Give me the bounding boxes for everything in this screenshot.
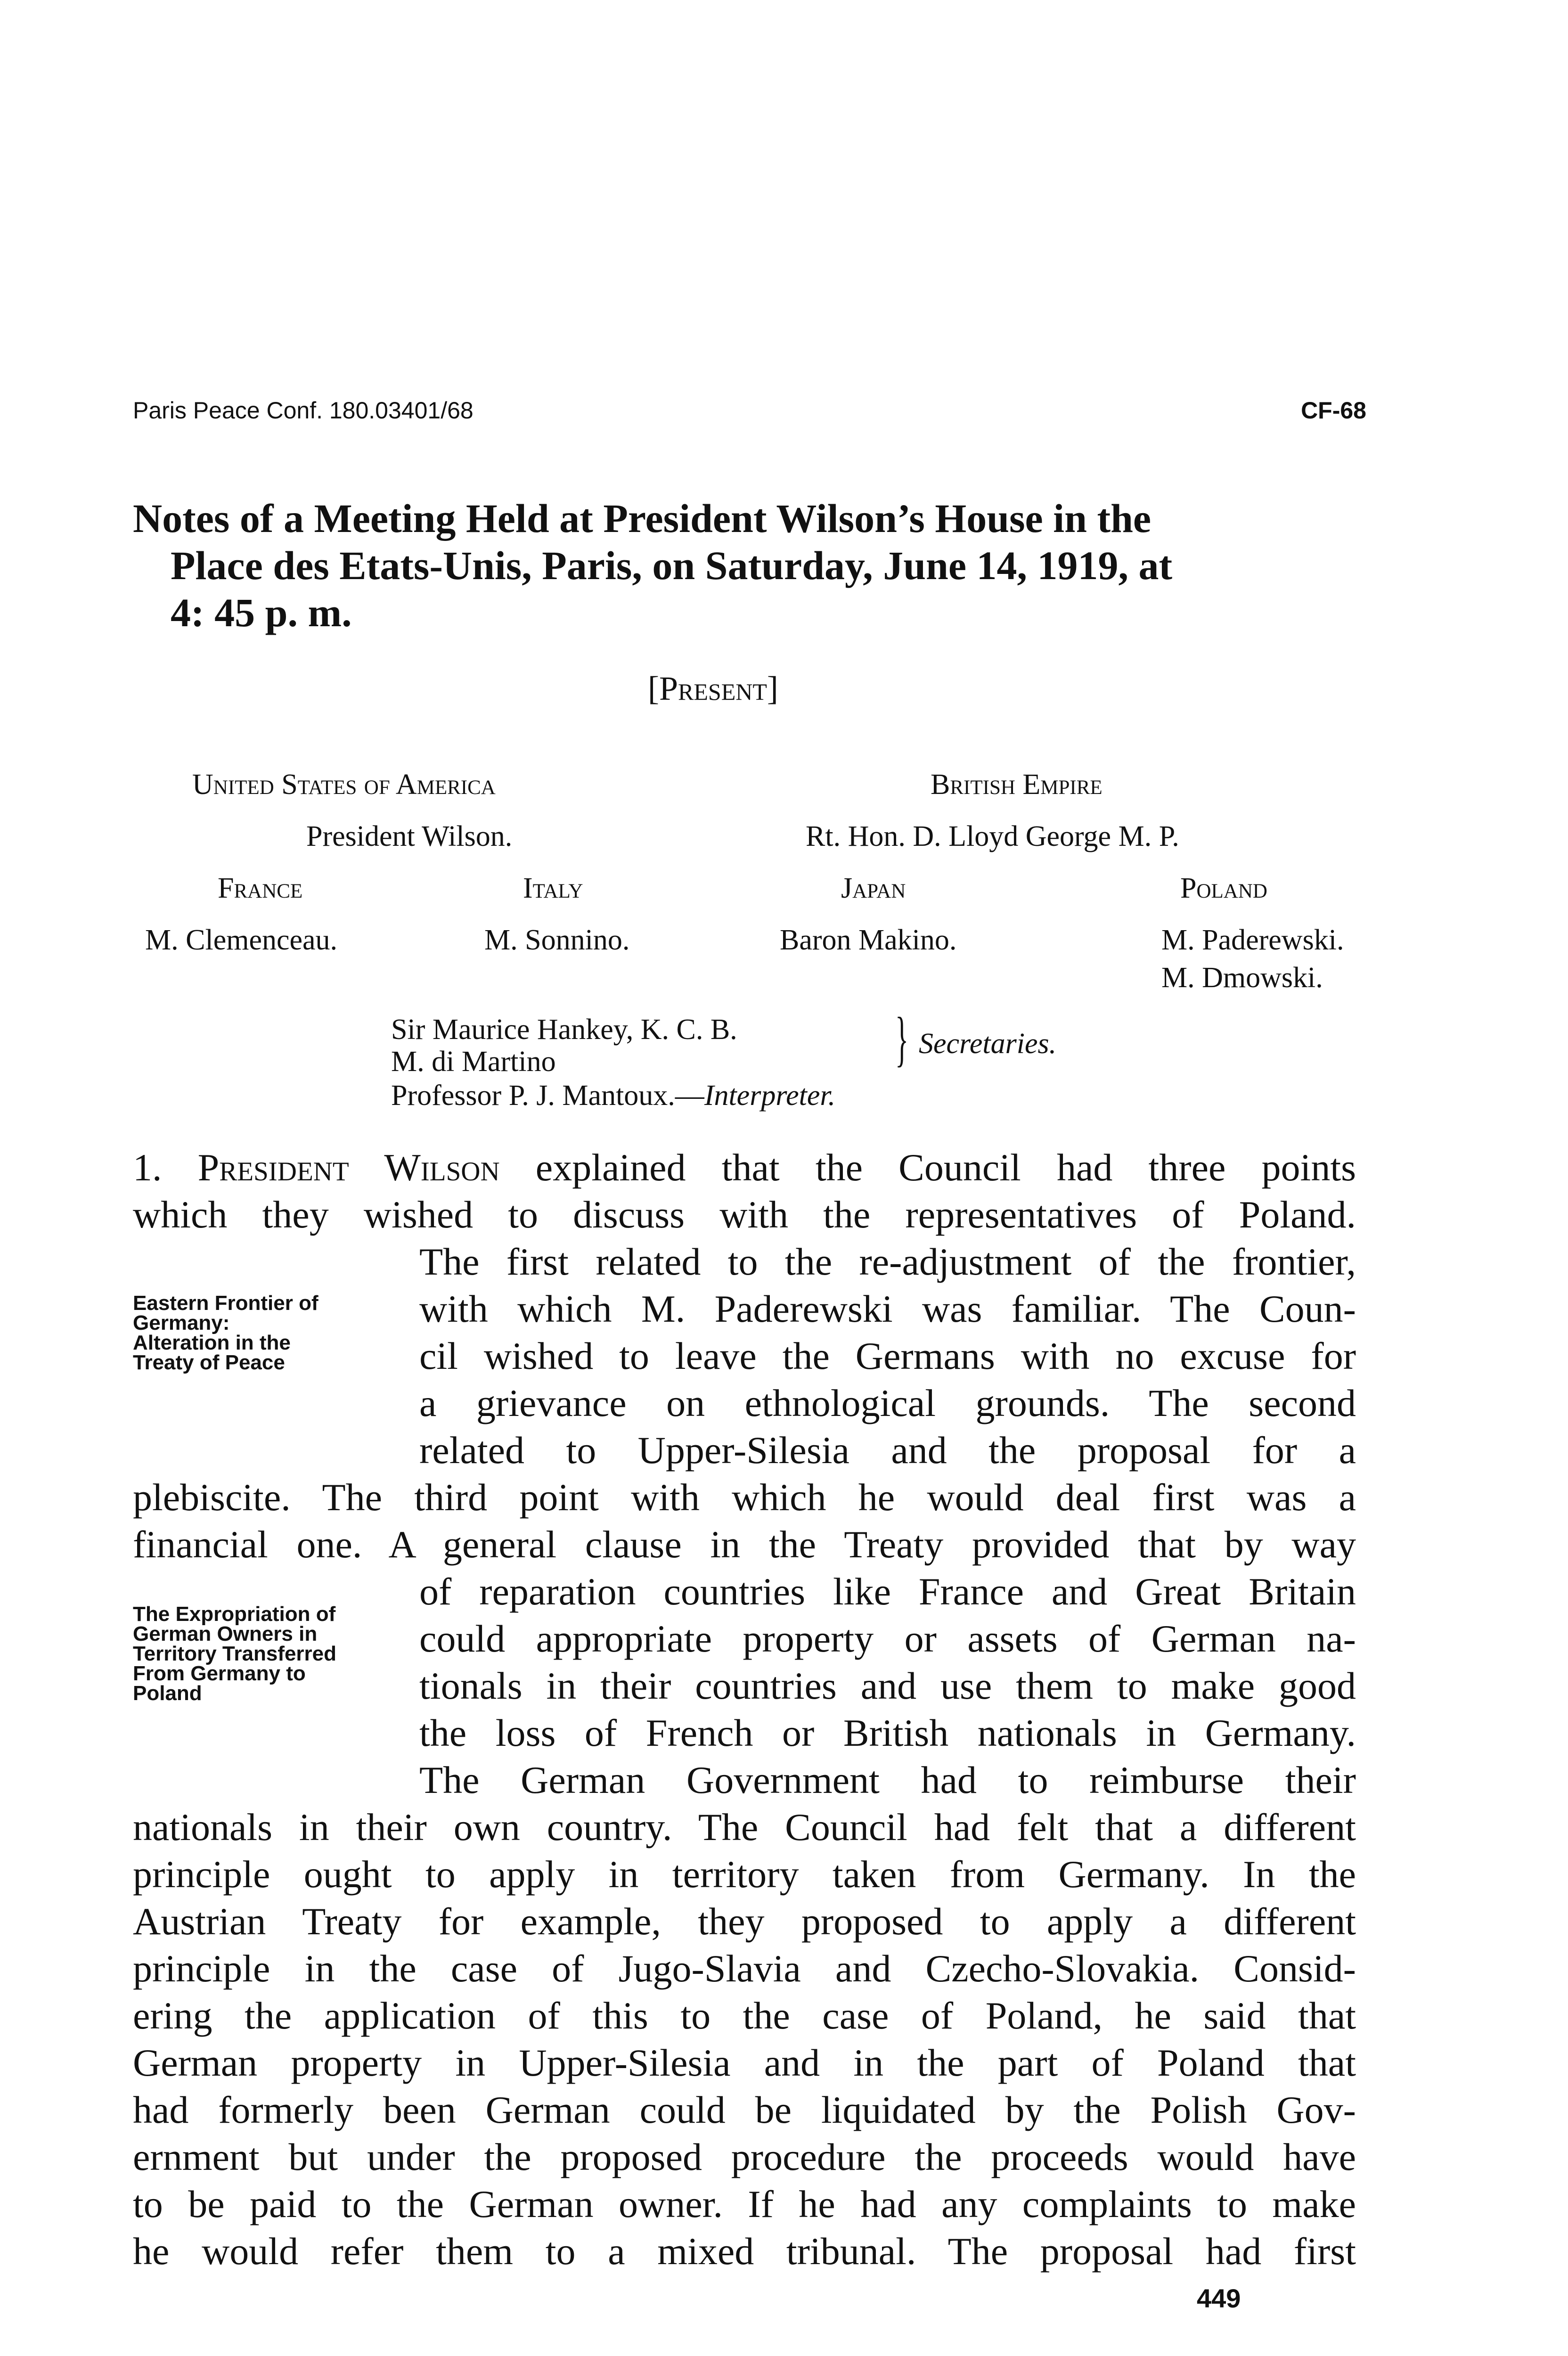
speaker-name: President Wilson	[197, 1146, 500, 1189]
country-japan: Japan	[841, 872, 906, 904]
interpreter-name: Professor P. J. Mantoux.—	[391, 1080, 704, 1112]
body-line-10: of reparation countries like France and Great Britain	[419, 1570, 1356, 1613]
secretary-1: Sir Maurice Hankey, K. C. B.	[391, 1014, 737, 1046]
interpreter-role: Interpreter.	[704, 1080, 836, 1112]
body-line-21: had formerly been German could be liquidated by the Polish Gov-	[133, 2088, 1356, 2131]
body-line-15: nationals in their own country. The Council had felt that a different	[133, 1806, 1356, 1849]
body-line-11: could appropriate property or assets of German na-	[419, 1617, 1356, 1660]
body-line-3: The first related to the re-adjustment of the frontier,	[419, 1240, 1356, 1283]
body-line-7: related to Upper-Silesia and the proposal for a	[419, 1429, 1356, 1472]
member-italy: M. Sonnino.	[484, 924, 630, 956]
member-japan: Baron Makino.	[780, 924, 957, 956]
body-line-2: which they wished to discuss with the representatives of Poland.	[133, 1193, 1356, 1236]
member-poland-1: M. Paderewski.	[1161, 924, 1344, 956]
body-line-12: tionals in their countries and use them to make good	[419, 1664, 1356, 1707]
body-line-22: ernment but under the proposed procedure the proceeds would have	[133, 2135, 1356, 2178]
present-heading: [Present]	[648, 670, 778, 707]
country-poland: Poland	[1180, 872, 1267, 904]
margin-note-expropriation: The Expropriation of German Owners in Territory Transferred From Germany to Poland	[133, 1603, 337, 1705]
body-line-16: principle ought to apply in territory taken from Germany. In the	[133, 1853, 1356, 1896]
body-line-23: to be paid to the German owner. If he had any complaints to make	[133, 2183, 1356, 2225]
file-reference: Paris Peace Conf. 180.03401/68	[133, 397, 474, 424]
body-line-8: plebiscite. The third point with which he would deal first was a	[133, 1476, 1356, 1519]
secretary-2: M. di Martino	[391, 1046, 556, 1078]
country-france: France	[218, 872, 303, 904]
document-code: CF-68	[1301, 397, 1366, 424]
body-line-9: financial one. A general clause in the Treaty provided that by way	[133, 1523, 1356, 1566]
body-line-4: with which M. Paderewski was familiar. The Coun-	[419, 1287, 1356, 1330]
secretaries-brace: }	[895, 1005, 909, 1073]
country-italy: Italy	[523, 872, 583, 904]
country-usa: United States of America	[192, 769, 496, 801]
body-line-24: he would refer them to a mixed tribunal. The proposal had first	[133, 2230, 1356, 2273]
page-number: 449	[1197, 2283, 1241, 2313]
margin-note-eastern-frontier: Eastern Frontier of Germany: Alteration in the Treaty of Peace	[133, 1292, 318, 1374]
body-line-18: principle in the case of Jugo-Slavia and Czecho-Slovakia. Consid-	[133, 1947, 1356, 1990]
body-line-20: German property in Upper-Silesia and in the part of Poland that	[133, 2041, 1356, 2084]
body-line-19: ering the application of this to the case of Poland, he said that	[133, 1994, 1356, 2037]
interpreter	[391, 1079, 835, 1113]
member-usa: President Wilson.	[306, 820, 513, 852]
line-text: explained that the Council had three points	[535, 1146, 1356, 1189]
body-line-17: Austrian Treaty for example, they proposed to apply a different	[133, 1900, 1356, 1943]
country-british-empire: British Empire	[931, 769, 1102, 801]
body-line-6: a grievance on ethnological grounds. The second	[419, 1382, 1356, 1424]
paragraph-number: 1.	[133, 1146, 162, 1189]
member-france: M. Clemenceau.	[145, 924, 338, 956]
secretaries-role: Secretaries.	[919, 1028, 1057, 1060]
title-line-2: Place des Etats-Unis, Paris, on Saturday, June 14, 1919, at	[171, 543, 1173, 588]
body-line-14: The German Government had to reimburse their	[419, 1759, 1356, 1801]
title-line-3: 4: 45 p. m.	[171, 590, 352, 635]
body-line-13: the loss of French or British nationals in Germany.	[419, 1711, 1356, 1754]
body-line-5: cil wished to leave the Germans with no excuse for	[419, 1334, 1356, 1377]
title-line-1: Notes of a Meeting Held at President Wilson’s House in the	[133, 496, 1152, 541]
member-poland-2: M. Dmowski.	[1161, 962, 1323, 994]
member-british-empire: Rt. Hon. D. Lloyd George M. P.	[806, 820, 1179, 852]
